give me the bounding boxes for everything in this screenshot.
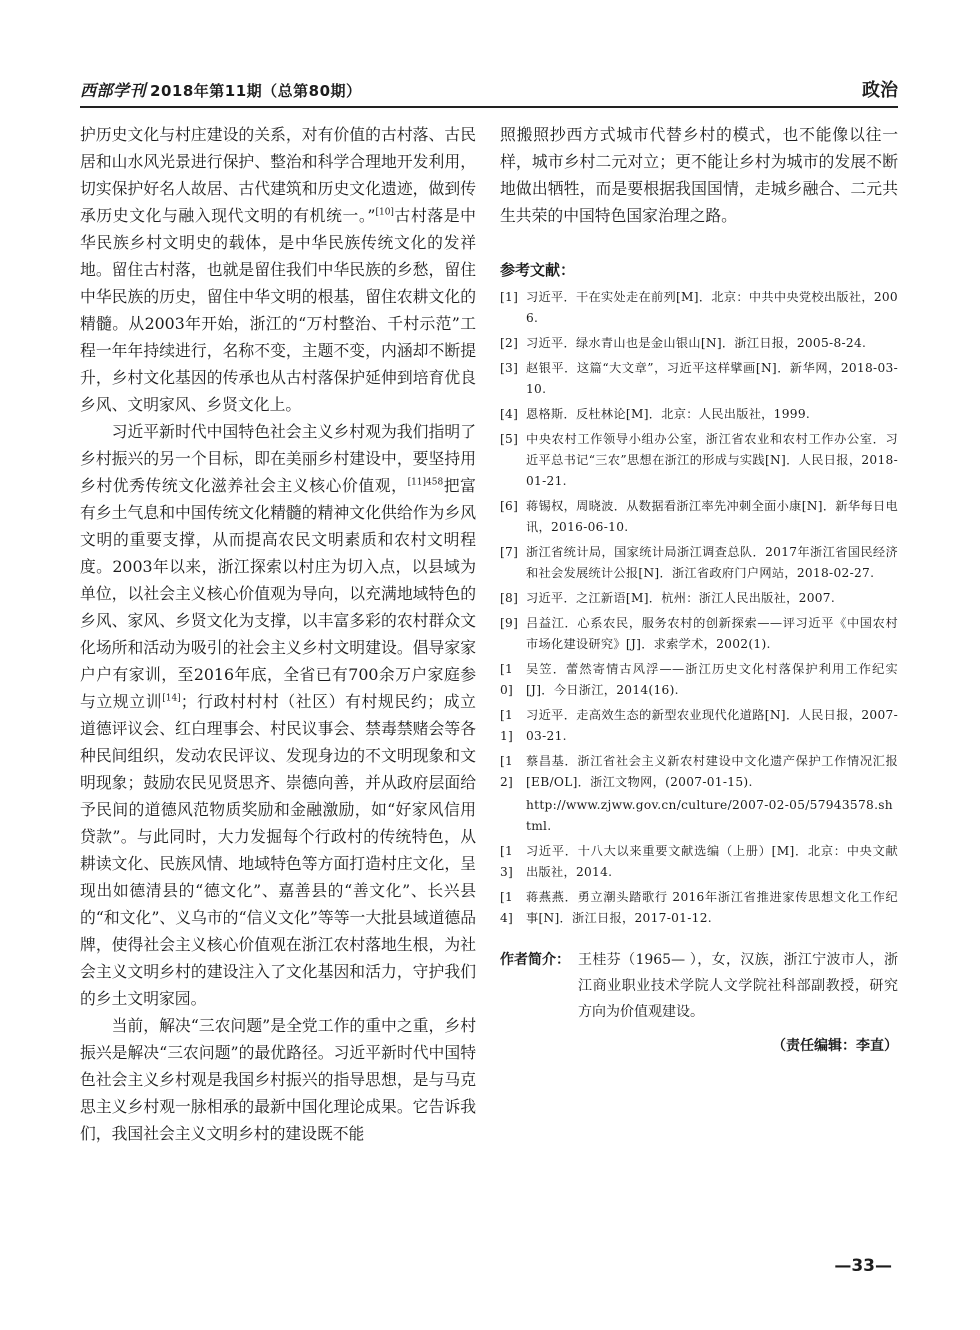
reference-text	[526, 613, 898, 655]
reference-citation: 中央农村工作领导小组办公室，浙江省农业和农村工作办公室．习近平总书记“三农”思想在浙江的形成与实践[N]．人民日报，2018-01-21.	[526, 432, 898, 488]
paragraph	[80, 418, 476, 1012]
reference-number: [10]	[500, 662, 514, 697]
reference-citation: 蒋燕燕．勇立潮头踏歌行 2016年浙江省推进家传思想文化工作纪事[N]．浙江日报，2017-01-12.	[526, 890, 898, 925]
reference-text	[526, 404, 898, 425]
reference-text	[526, 705, 898, 747]
reference-citation: 蒋锡权，周晓波．从数据看浙江率先冲刺全面小康[N]．新华每日电讯，2016-06-10.	[526, 499, 898, 534]
paragraph-text: 把富有乡土气息和中国传统文化精髓的精神文化供给作为乡风文明的重要支撑，从而提高农民文明素质和农村文明程度。2003年以来，浙江探索以村庄为切入点，以县域为单位，以社会主义核心价值观为导向，以充满地域特色的乡风、家风、乡贤文化为支撑，以丰富多彩的农村群众文化场所和活动为吸引的社会主义乡村文明建设。倡导家家户户有家训，至2016年底，全省已有700余万户家庭参与立规立训	[80, 476, 476, 711]
page-header	[80, 76, 898, 102]
journal-issue-line	[80, 78, 362, 101]
paragraph-text: 古村落是中华民族乡村文明史的载体，是中华民族传统文化的发祥地。留住古村落，也就是留住我们中华民族的乡愁，留住中华民族的历史，留住中华文明的根基，留住农耕文化的精髓。从2003年开始，浙江的“万村整治、千村示范”工程一年年持续进行，名称不变，主题不变，内涵却不断提升，乡村文化基因的传承也从古村落保护延伸到培育优良乡风、文明家风、乡贤文化上。	[80, 206, 476, 414]
reference-citation: 浙江省统计局，国家统计局浙江调查总队．2017年浙江省国民经济和社会发展统计公报[N]．浙江省政府门户网站，2018-02-27.	[526, 545, 898, 580]
paragraph-text: ；行政村村村（社区）有村规民约；成立道德评议会、红白理事会、村民议事会、禁毒禁赌会等各种民间组织，发动农民评议、发现身边的不文明现象和文明现象；鼓励农民见贤思齐、崇德向善，并从政府层面给予民间的道德风范物质奖励和金融激励，如“好家风信用贷款”。与此同时，大力发掘每个行政村的传统特色，从耕读文化、民族风情、地域特色等方面打造村庄文化，呈现出如德清县的“德文化”、嘉善县的“善文化”、长兴县的“和文化”、义乌市的“信义文化”等等一大批县域道德品牌，使得社会主义核心价值观在浙江农村落地生根，为社会主义文明乡村的建设注入了文化基因和活力，守护我们的乡土文明家园。	[80, 692, 476, 1008]
left-column	[80, 121, 476, 1147]
reference-item	[500, 542, 898, 584]
right-column	[500, 121, 898, 1060]
reference-number: [13]	[500, 844, 514, 879]
reference-text	[526, 588, 898, 609]
reference-citation: 习近平．十八大以来重要文献选编（上册）[M]．北京：中央文献出版社，2014.	[526, 844, 898, 879]
reference-citation: 吴笠．蕾然寄情古风浮——浙江历史文化村落保护利用工作纪实[J]．今日浙江，2014(16).	[526, 662, 898, 697]
reference-text	[526, 751, 898, 837]
reference-citation: 恩格斯．反杜林论[M]．北京：人民出版社，1999.	[526, 407, 811, 421]
reference-number: [7]	[500, 545, 519, 559]
reference-number: [3]	[500, 361, 519, 375]
reference-number: [14]	[500, 890, 514, 925]
reference-citation: 蔡昌基．浙江省社会主义新农村建设中文化遗产保护工作情况汇报[EB/OL]．浙江文物网，(2007-01-15).	[526, 754, 898, 789]
reference-number: [12]	[500, 754, 514, 789]
reference-text	[526, 358, 898, 400]
reference-text	[526, 333, 898, 354]
reference-text	[526, 287, 898, 329]
reference-item	[500, 333, 898, 354]
reference-number: [11]	[500, 708, 514, 743]
reference-text	[526, 542, 898, 584]
issue-info: 2018年第11期（总第80期）	[150, 82, 362, 100]
reference-item	[500, 887, 898, 929]
reference-item	[500, 287, 898, 329]
reference-citation: 吕益江．心系农民，服务农村的创新探索——评习近平《中国农村市场化建设研究》[J]．求索学术，2002(1).	[526, 616, 898, 651]
reference-item	[500, 751, 898, 837]
reference-number: [5]	[500, 432, 519, 446]
reference-citation: 赵银平．这篇“大文章”，习近平这样擘画[N]．新华网，2018-03-10.	[526, 361, 898, 396]
editor-note: （责任编辑：李直）	[772, 1038, 898, 1054]
reference-citation: 习近平．走高效生态的新型农业现代化道路[N]．人民日报，2007-03-21.	[526, 708, 898, 743]
citation-ref: [10]	[375, 207, 394, 218]
paragraph: 当前，解决“三农问题”是全党工作的重中之重，乡村振兴是解决“三农问题”的最优路径。习近平新时代中国特色社会主义乡村观是我国乡村振兴的指导思想，是与马克思主义乡村观一脉相承的最新中国化理论成果。它告诉我们，我国社会主义文明乡村的建设既不能	[80, 1016, 476, 1143]
paragraph: 照搬照抄西方式城市代替乡村的模式，也不能像以往一样，城市乡村二元对立；更不能让乡村为城市的发展不断地做出牺牲，而是要根据我国国情，走城乡融合、二元共生共荣的中国特色国家治理之路。	[500, 125, 898, 225]
paragraph	[80, 121, 476, 418]
reference-citation: 习近平．绿水青山也是金山银山[N]．浙江日报，2005-8-24.	[526, 336, 867, 350]
reference-item	[500, 705, 898, 747]
header-rule	[80, 106, 898, 108]
reference-item	[500, 404, 898, 425]
reference-number: [8]	[500, 591, 519, 605]
reference-citation: 习近平．之江新语[M]．杭州：浙江人民出版社，2007.	[526, 591, 836, 605]
paragraph-text: 护历史文化与村庄建设的关系，对有价值的古村落、古民居和山水风光景进行保护、整治和科学合理地开发利用，切实保护好名人故居、古代建筑和历史文化遗迹，做到传承历史文化与融入现代文明的有机统一。”	[80, 125, 476, 225]
references-heading: 参考文献：	[500, 261, 576, 279]
journal-name: 西部学刊	[80, 81, 147, 100]
reference-number: [6]	[500, 499, 519, 513]
reference-number: [2]	[500, 336, 519, 350]
reference-item	[500, 659, 898, 701]
reference-text	[526, 496, 898, 538]
reference-list	[500, 287, 898, 929]
reference-item	[500, 613, 898, 655]
author-bio	[500, 947, 898, 1025]
reference-url: http://www.zjww.gov.cn/culture/2007-02-05/57943578.shtml.	[526, 798, 893, 833]
reference-item	[500, 358, 898, 400]
reference-number: [9]	[500, 616, 519, 630]
reference-item	[500, 588, 898, 609]
reference-citation: 习近平．干在实处走在前列[M]．北京：中共中央党校出版社，2006.	[526, 290, 898, 325]
citation-ref: [11]458	[407, 477, 444, 488]
citation-ref: [14]	[162, 693, 181, 704]
reference-number: [1]	[500, 290, 519, 304]
page-number: —33—	[834, 1256, 892, 1276]
reference-number: [4]	[500, 407, 519, 421]
reference-item	[500, 496, 898, 538]
reference-text	[526, 659, 898, 701]
paragraph-text: 习近平新时代中国特色社会主义乡村观为我们指明了乡村振兴的另一个目标，即在美丽乡村建设中，要坚持用乡村优秀传统文化滋养社会主义核心价值观，	[80, 422, 476, 495]
reference-text	[526, 841, 898, 883]
section-label: 政治	[862, 80, 898, 101]
reference-item	[500, 841, 898, 883]
author-label: 作者简介：	[500, 952, 570, 968]
reference-text	[526, 887, 898, 929]
reference-item	[500, 429, 898, 492]
author-text: 王桂芬（1965— ），女，汉族，浙江宁波市人，浙江商业职业技术学院人文学院社科部副教授，研究方向为价值观建设。	[578, 952, 898, 1020]
reference-text	[526, 429, 898, 492]
